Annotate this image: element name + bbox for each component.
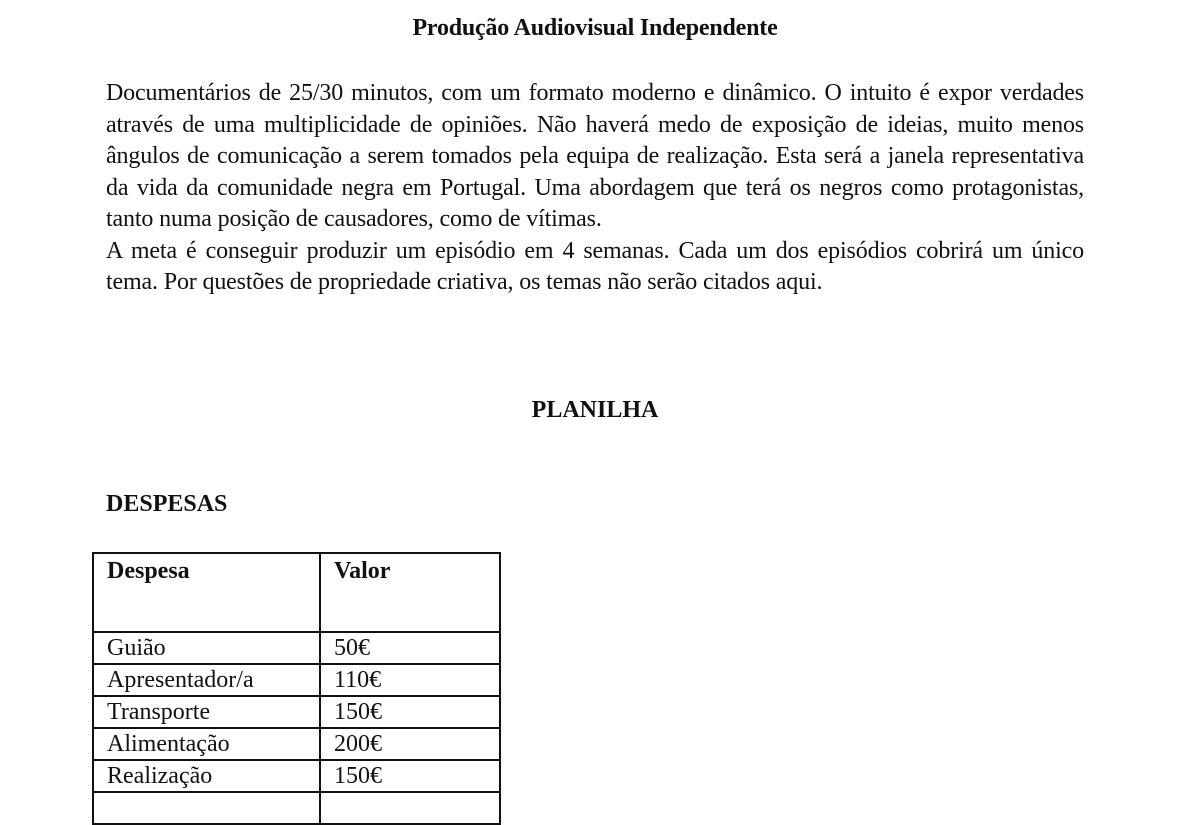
expense-value: 150€ (320, 760, 500, 792)
expense-name: Apresentador/a (93, 664, 320, 696)
document-title: Produção Audiovisual Independente (412, 15, 778, 41)
expense-name: Transporte (93, 696, 320, 728)
paragraph-goal: A meta é conseguir produzir um episódio em 4 semanas. Cada um dos episódios cobrirá um único tema. Por questões de propriedade criativa, os temas não serão citados aqui. (106, 237, 1084, 295)
table-row (93, 664, 500, 696)
table-row (93, 760, 500, 792)
expense-value-cut-off (320, 792, 500, 824)
table-row-cut-off (93, 792, 500, 824)
expense-name: Realização (93, 760, 320, 792)
column-header-valor: Valor (320, 553, 500, 632)
table-row (93, 696, 500, 728)
expense-value: 200€ (320, 728, 500, 760)
intro-text (106, 78, 1084, 299)
table-header-row (93, 553, 500, 632)
sub-heading-despesas: DESPESAS (106, 491, 228, 517)
expense-name: Guião (93, 632, 320, 664)
column-header-despesa: Despesa (93, 553, 320, 632)
paragraph-description: Documentários de 25/30 minutos, com um formato moderno e dinâmico. O intuito é expor verdades através de uma multiplicidade de opiniões. Não haverá medo de exposição de ideias, muito menos ângulos de comunicação a serem tomados pela equipa de realização. Esta será a janela representativa da vida da comunidade negra em Portugal. Uma abordagem que terá os negros como protagonistas, tanto numa posição de causadores, como de vítimas. (106, 80, 1084, 232)
expense-value: 110€ (320, 664, 500, 696)
table-row (93, 728, 500, 760)
expense-name: Alimentação (93, 728, 320, 760)
expense-value: 50€ (320, 632, 500, 664)
table-row (93, 632, 500, 664)
expense-name-cut-off (93, 792, 320, 824)
expense-value: 150€ (320, 696, 500, 728)
section-heading-planilha: PLANILHA (531, 397, 659, 423)
expenses-table (92, 552, 501, 825)
